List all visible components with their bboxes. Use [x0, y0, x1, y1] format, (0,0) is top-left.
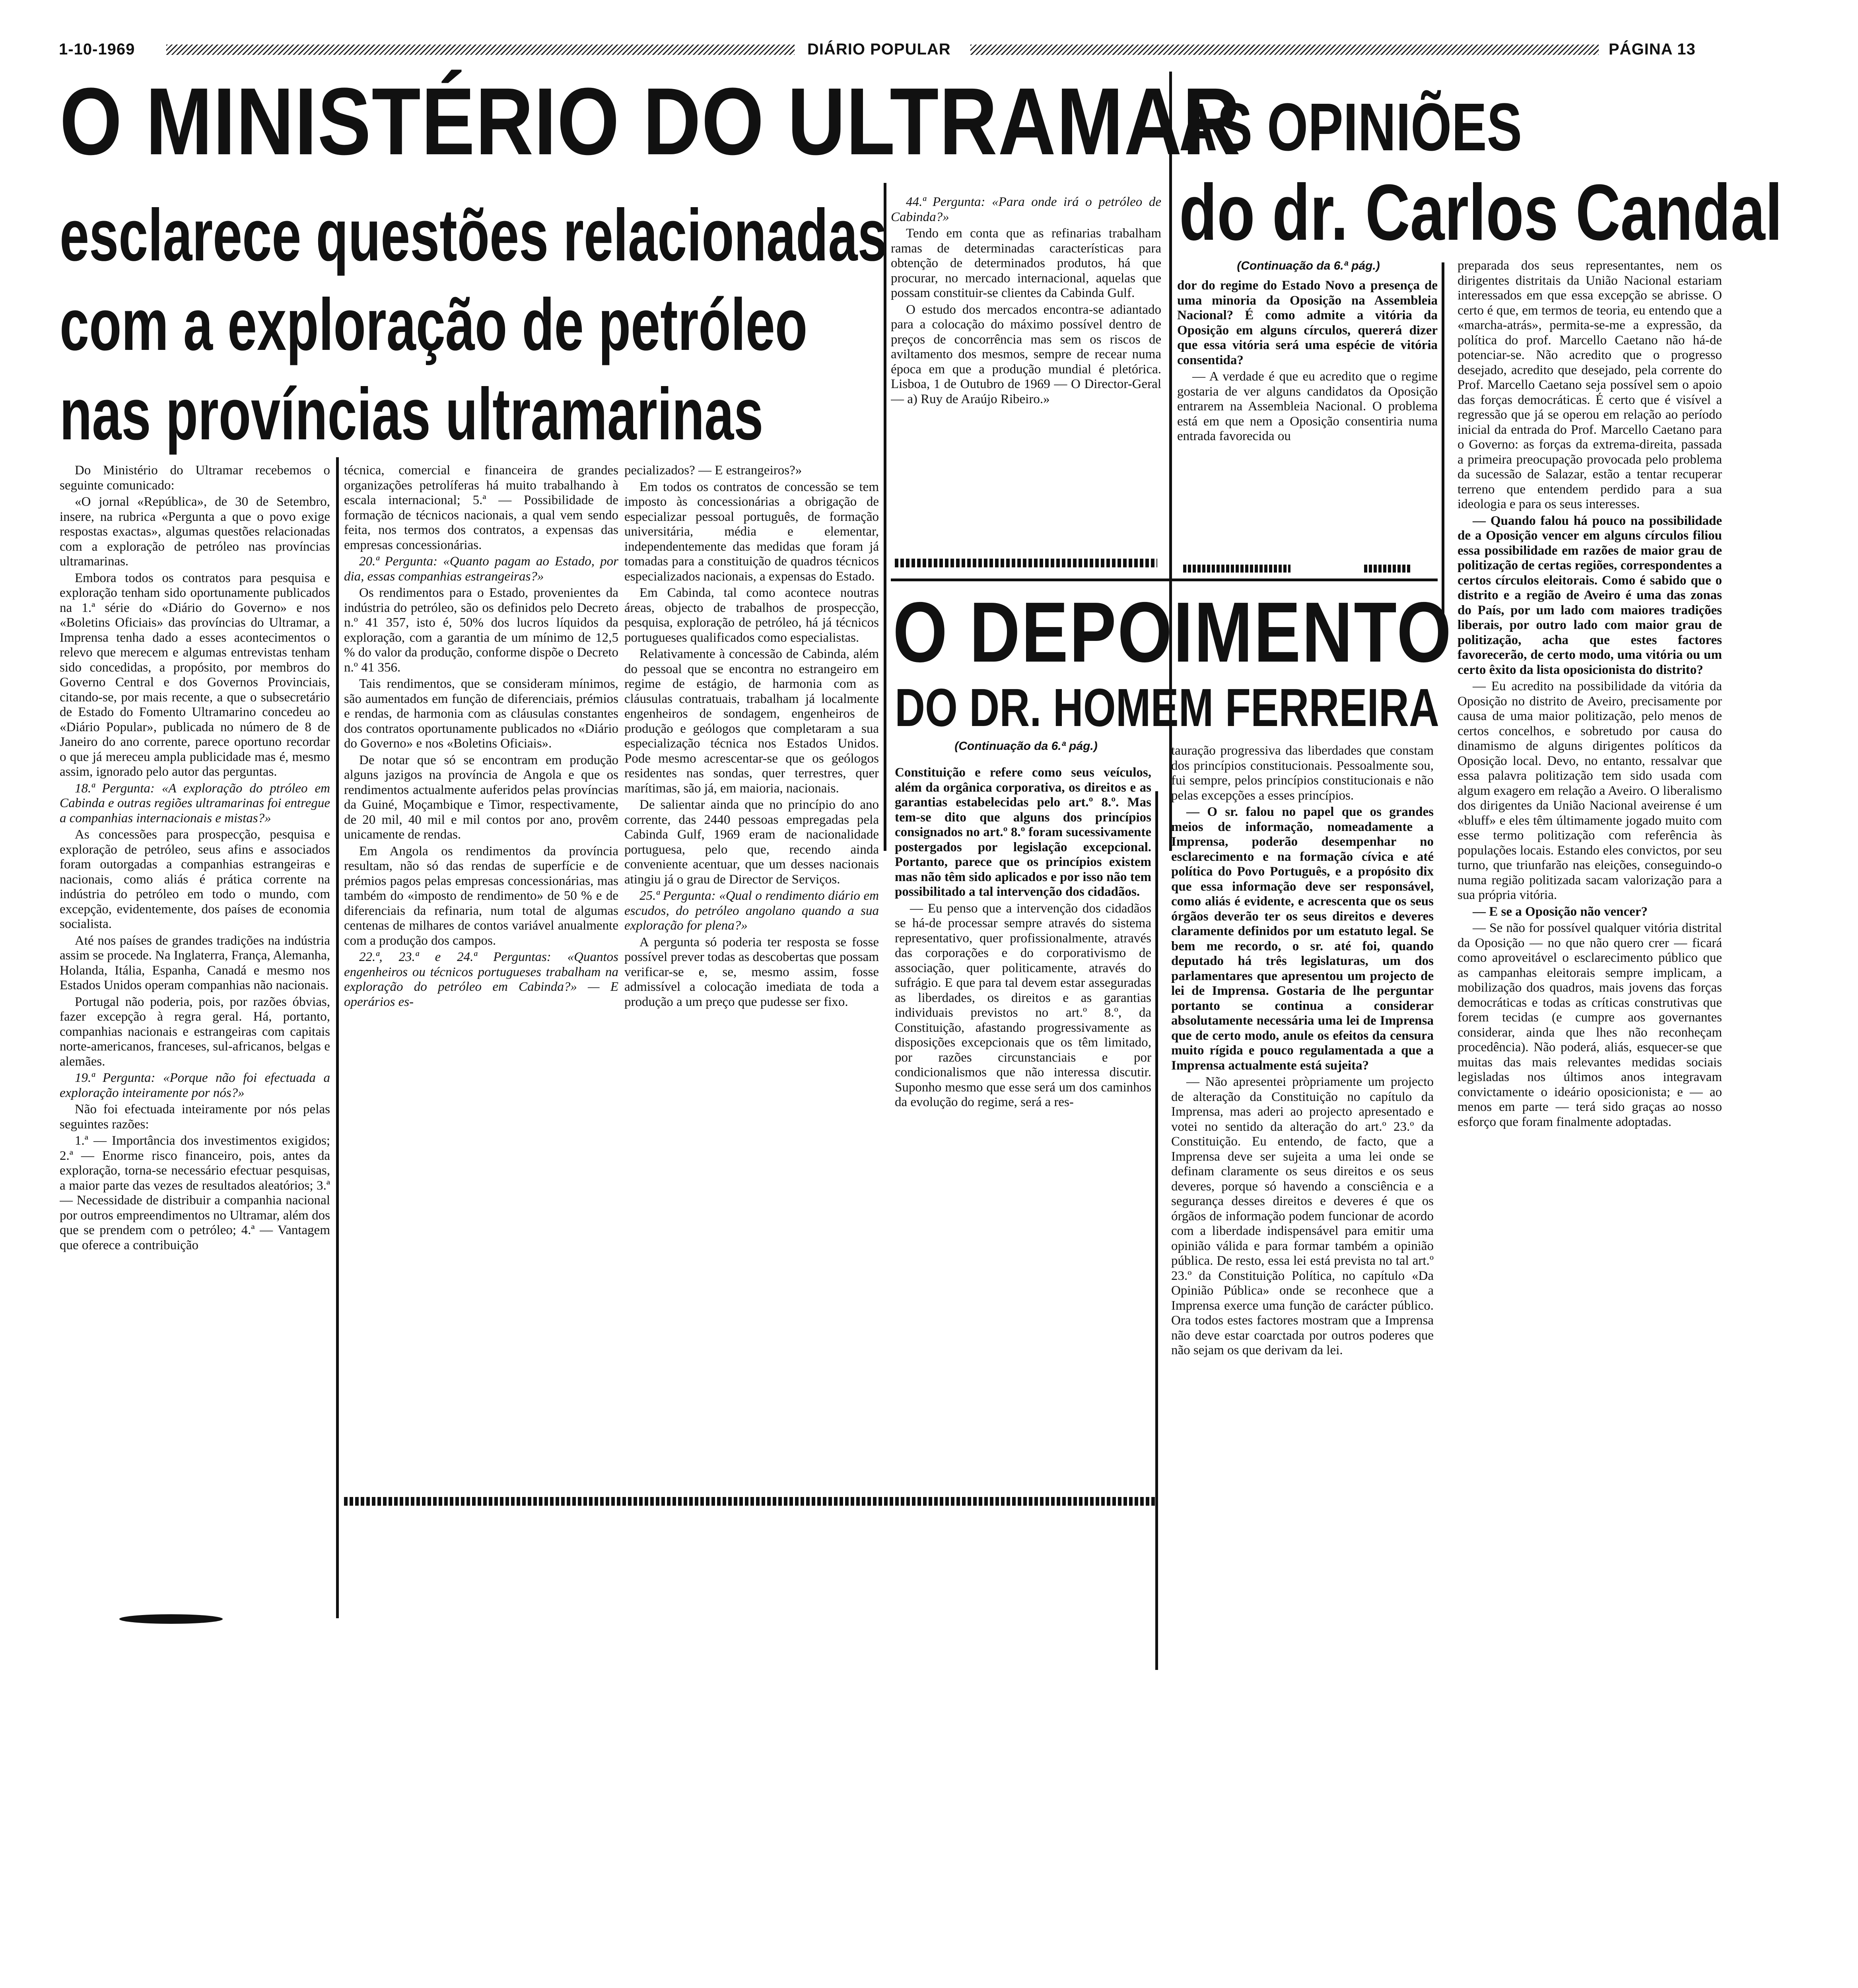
paragraph: — A verdade é que eu acredito que o regime gostaria de ver alguns candidatos da Oposição entrarem na Assembleia Nacional. O problema está em que nem a Oposição consentiria numa entrada favorecida ou [1177, 369, 1438, 443]
paragraph: Embora todos os contratos para pesquisa e exploração tenham sido oportunamente publicados na 1.ª série do «Diário do Governo» e nos «Boletins Oficiais» das províncias do Ultramar, a Imprensa tenha dado a esses acontecimentos o relevo que merecem e algumas entrevistas tenham sido concedidas, a propósito, por membros do Governo Central e dos Governos Provinciais, citando-se, por mais recente, a que o subsecretário de Estado do Fomento Ultramarino concedeu ao «Diário Popular», publicada no número de 8 de Janeiro do ano corrente, parece oportuno recordar o que já mereceu ampla publicidade mas é, mesmo assim, ignorado pelo autor das perguntas. [60, 571, 330, 779]
paragraph: Relativamente à concessão de Cabinda, além do pessoal que se encontra no estrangeiro em regime de estágio, de harmonia com as cláusulas contratuais, trabalham já localmente engenheiros de sondagem, engenheiros de produção e geólogos que completaram a sua especialização técnica nos Estados Unidos. Pode mesmo acrescentar-se que os geólogos residentes nas sondas, quer terrestres, quer marítimas, são já, em maioria, nacionais. [624, 647, 879, 796]
page-number: PÁGINA 13 [1609, 41, 1696, 58]
article-1-headline: O MINISTÉRIO DO ULTRAMAR [60, 68, 1241, 175]
paragraph: Em Angola os rendimentos da província resultam, não só das rendas de superfície e de prémios pagos pelas empresas concessionárias, mas também do «imposto de rendimento» de 50 % e de diferenciais da refinaria, num total de algumas centenas de milhares de contos variável anualmente com a produção dos campos. [344, 844, 618, 948]
paragraph: Constituição e refere como seus veículos, além da orgânica corporativa, os direitos e as garantias estabelecidas pelo art.º 8.º. Mas tem-se dito que alguns dos princípios consignados no art.º 8.º foram sucessivamente postergados por legislação excepcional. Portanto, parece que os princípios existem mas não têm sido aplicados e por isso não tem possibilitado a tal intervenção dos cidadãos. [895, 765, 1151, 899]
section-rule [891, 579, 1438, 581]
paragraph: — Se não for possível qualquer vitória distrital da Oposição — no que não quero crer — ficará como aproveitável o esclarecimento público que as campanhas eleitorais sempre implicam, a mobilização dos quadros, mais jovens das forças democráticas e todas as críticas construtivas que forem tecidas (e cumpre aos governantes considerar, ainda que lhes não reconheçam procedência). Não poderá, aliás, esquecer-se que muitas das mais relevantes medidas sociais legisladas nos últimos anos integravam convictamente o ideário oposicionista; e — ao menos em parte — terá sido graças ao nosso esforço que foram finalmente adoptadas. [1458, 921, 1722, 1129]
paragraph: técnica, comercial e financeira de grandes organizações petrolíferas há muito trabalhando à escala internacional; 5.ª — Possibilidade de formação de técnicos nacionais, a qual vem sendo feita, nos termos dos contratos, a expensas das empresas concessionárias. [344, 463, 618, 552]
article-3-continuation: (Continuação da 6.ª pág.) [954, 740, 1098, 753]
paragraph: «O jornal «República», de 30 de Setembro, insere, na rubrica «Pergunta a que o povo exige respostas exactas», algumas questões relacionadas com a exploração de petróleo nas províncias ultramarinas. [60, 495, 330, 569]
paragraph: 22.ª, 23.ª e 24.ª Perguntas: «Quantos engenheiros ou técnicos portugueses trabalham na exploração do petróleo em Cabinda?» — E operários es- [344, 950, 618, 1009]
article-end-mark [1364, 565, 1412, 573]
article-3-column-2 [1171, 744, 1434, 1698]
paragraph: Tendo em conta que as refinarias trabalham ramas de determinadas características para obtenção de determinados produtos, há que procurar, no mercado internacional, aquelas que possam constituir-se clientes da Cabinda Gulf. [891, 226, 1161, 300]
paragraph: A pergunta só poderia ter resposta se fosse possível prever todas as descobertas que possam verificar-se e, se, mesmo assim, fosse admissível a colocação imediata de toda a produção a um preço que pudesse ser fixo. [624, 935, 879, 1009]
paragraph: — O sr. falou no papel que os grandes meios de informação, nomeadamente a Imprensa, poderão desempenhar no esclarecimento e na formação cívica e até política do Povo Português, e a propósito dix que essa informação deve ser responsável, como aliás é evidente, e acrescenta que os seus órgãos deverão ter os seus direitos e deveres claramente definidos por um estatuto legal. Se bem me recordo, o sr. até foi, quando deputado há três legislaturas, um dos parlamentares que apresentou um projecto de lei de Imprensa. Gostaria de lhe perguntar portanto se continua a considerar absolutamente necessária uma lei de Imprensa que de certo modo, anule os efeitos da censura muito rígida e pouco regulamentada a que a Imprensa actualmente está sujeita? [1171, 805, 1434, 1073]
paragraph: 25.ª Pergunta: «Qual o rendimento diário em escudos, do petróleo angolano quando a sua exploração for plena?» [624, 889, 879, 933]
article-2-headline: AS OPINIÕES [1179, 89, 1522, 165]
article-3-headline: O DEPOIMENTO [893, 584, 1453, 680]
paragraph: Os rendimentos para o Estado, provenientes da indústria do petróleo, são os definidos pelo Decreto n.º 41 357, isto é, 50% dos lucros líquidos da exploração, com a garantia de um mínimo de 12,5 % do valor da produção, conforme dispõe o Decreto n.º 41 356. [344, 586, 618, 675]
paragraph: — Quando falou há pouco na possibilidade de a Oposição vencer em alguns círculos filiou essa possibilidade em razões de maior grau de politização de certas regiões, correspondentes a certos círculos eleitorais. Como é sabido que o distrito e a região de Aveiro é uma das zonas do País, por um lado com maiores tradições liberais, por outro lado com maior grau de politização, acha que estes factores favorecerão, de certo modo, uma vitória ou um certo êxito da lista oposicionista do distrito? [1458, 513, 1722, 677]
article-1-column-4 [891, 195, 1161, 553]
paragraph: pecializados? — E estrangeiros?» [624, 463, 802, 478]
paragraph: Em Cabinda, tal como acontece noutras áreas, objecto de trabalhos de prospecção, pesquisa, exploração de petróleo, há já técnicos portugueses qualificados como especialistas. [624, 586, 879, 645]
paragraph: preparada dos seus representantes, nem os dirigentes distritais da União Nacional estariam interessados em que essa excepção se abrisse. O certo é que, em termos de teoria, eu entendo que a «marcha-atrás», permita-se-me a expressão, da política do prof. Marcello Caetano não há-de potenciar-se. Não acredito que o progresso desejado, acredito que desejado, pela corrente do Prof. Marcello Caetano seja possível sem o apoio das forças democráticas. É certo que é visível a regressão que já se operou em relação ao período inicial da entrada do Prof. Marcello Caetano para o Governo: as forças da extrema-direita, passada a primeira preocupação provocada pelo problema da sucessão de Salazar, estão a tentar recuperar terreno que entendem perdido para a sua ideologia e para os seus interesses. [1458, 258, 1722, 511]
column-rule [884, 183, 886, 851]
ink-smudge [119, 1614, 223, 1624]
paragraph: Portugal não poderia, pois, por razões óbvias, fazer excepção à regra geral. Há, portanto, companhias nacionais e estrangeiras com capitais norte-americanos, franceses, sul-africanos, belgas e alemães. [60, 994, 330, 1069]
paragraph: 20.ª Pergunta: «Quanto pagam ao Estado, por dia, essas companhias estrangeiras?» [344, 554, 618, 584]
article-2-subheadline: do dr. Carlos Candal [1179, 168, 1782, 257]
paragraph: Não foi efectuada inteiramente por nós pelas seguintes razões: [60, 1102, 330, 1132]
article-1-subheadline: nas províncias ultramarinas [60, 373, 764, 455]
paragraph: Tais rendimentos, que se consideram mínimos, são aumentados em função de diferenciais, prémios e rendas, de harmonia com as cláusulas constantes dos contratos oportunamente publicados no «Diário do Governo» e nos «Boletins Oficiais». [344, 677, 618, 751]
article-2-continuation: (Continuação da 6.ª pág.) [1237, 259, 1380, 272]
column-rule [1442, 262, 1444, 632]
paragraph: Do Ministério do Ultramar recebemos o seguinte comunicado: [60, 463, 330, 493]
article-end-mark [895, 559, 1157, 567]
column-rule [336, 457, 339, 1618]
paragraph: 18.ª Pergunta: «A exploração do ptróleo em Cabinda e outras regiões ultramarinas foi entregue a companhias internacionais e mistas?» [60, 781, 330, 825]
paragraph: — Não apresentei pròpriamente um projecto de alteração da Constituição no capítulo da Imprensa, mas aderi ao projecto apresentado e votei no sentido da alteração do art.º 23.º da Constituição. Eu entendo, de facto, que a Imprensa deve ser sujeita a uma lei onde se definam claramente os seus direitos e os seus deveres, porque só havendo a consciência e a segurança desses direitos e deveres é que os órgãos de informação podem funcionar de acordo com a liberdade indispensável para emitir uma opinião válida e para formar também a opinião pública. De resto, essa lei está prevista no tal art.º 23.º da Constituição Política, no capítulo «Da Opinião Pública» onde se reconhece que a Imprensa exerce uma função de carácter público. Ora todos estes factores mostram que a Imprensa não deve estar coarctada por outros poderes que não sejam os que derivam da lei. [1171, 1075, 1434, 1357]
paragraph: Em todos os contratos de concessão se tem imposto às concessionárias a obrigação de especializar pessoal português, de formação universitária, média e elementar, independentemente das medidas que foram já tomadas para a constituição de quadros técnicos especializados nacionais, a expensas do Estado. [624, 480, 879, 584]
newspaper-name: DIÁRIO POPULAR [807, 41, 951, 58]
article-1-column-3 [624, 463, 879, 1489]
paragraph: 44.ª Pergunta: «Para onde irá o petróleo de Cabinda?» [891, 195, 1161, 224]
paragraph: De salientar ainda que no princípio do ano corrente, das 2440 pessoas empregadas pela Cabinda Gulf, 1969 eram de nacionalidade portuguesa, pelo que, recendo ainda conveniente acentuar, que um desses nacionais atingiu já o grau de Director de Serviços. [624, 798, 879, 887]
paragraph: tauração progressiva das liberdades que constam dos princípios constitucionais. Pessoalmente sou, fui sempre, pelos princípios constitucionais e não pelas excepções a esses princípios. [1171, 744, 1434, 803]
issue-date: 1-10-1969 [59, 41, 135, 58]
paragraph: O estudo dos mercados encontra-se adiantado para a colocação do máximo possível dentro de preços de concorrência mas sem os riscos de aviltamento dos mesmos, sempre de recear numa época em que a produção mundial é pletórica. Lisboa, 1 de Outubro de 1969 — O Director-Geral — a) Ruy de Araújo Ribeiro.» [891, 302, 1161, 406]
article-end-mark [1183, 565, 1290, 573]
paragraph: — E se a Oposição não vencer? [1473, 904, 1648, 919]
header-rule-left [166, 45, 795, 55]
article-3-subheadline: DO DR. HOMEM FERREIRA [895, 678, 1439, 738]
paragraph: De notar que só se encontram em produção alguns jazigos na província de Angola e que os rendimentos actualmente auferidos pelas províncias da Guiné, Moçambique e Timor, respectivamente, de 20 mil, 40 mil e mil contos por ano, provêm unicamente de rendas. [344, 753, 618, 842]
paragraph: Até nos países de grandes tradições na indústria assim se procede. Na Inglaterra, França, Alemanha, Holanda, Itália, Espanha, Canadá e mesmo nos Estados Unidos operam companhias não nacionais. [60, 933, 330, 992]
header-rule-right [970, 45, 1599, 55]
article-2-column-2 [1458, 258, 1722, 1527]
article-2-column-1 [1177, 278, 1438, 565]
paragraph: — Eu acredito na possibilidade da vitória da Oposição no distrito de Aveiro, precisamente por causa de uma maior politização, pelo menos de certos concelhos, e sobretudo por causa do dinamismo de alguns dirigentes políticos da Oposição local. Devo, no entanto, ressalvar que essa palavra politização tem sido usada com algum exagero em relação a Aveiro. O liberalismo dos dirigentes da União Nacional aveirense é um «bluff» e eles têm últimamente jogado muito com esse termo politização com referência às populações locais. Estando eles convictos, por seu turno, que triunfarão nas eleições, conseguindo-o numa região politizada sacam valorização para a sua própria vitória. [1458, 679, 1722, 902]
paragraph: dor do regime do Estado Novo a presença de uma minoria da Oposição na Assembleia Nacional? É como admite a vitória da Oposição em alguns círculos, quererá dizer que essa vitória será uma espécie de vitória consentida? [1177, 278, 1438, 367]
article-1-subheadline: esclarece questões relacionadas [60, 194, 887, 276]
article-1-column-2 [344, 463, 618, 1497]
column-rule [1155, 791, 1158, 1670]
paragraph: As concessões para prospecção, pesquisa e exploração de petróleo, seus afins e associados foram outorgadas a companhias estrangeiras e nacionais, como aliás é prática corrente na indústria do petróleo em todo o mundo, com excepção, evidentemente, dos países de economia socialista. [60, 827, 330, 931]
paragraph: — Eu penso que a intervenção dos cidadãos se há-de processar sempre através do sistema representativo, quer profissionalmente, através das corporações e do corporativismo de associação, quer politicamente, através do sufrágio. E que para tal devem estar asseguradas as liberdades, os direitos e as garantias individuais previstos no art.º 8.º, da Constituição, afastando progressivamente as disposições excepcionais que os têm limitado, por razões circunstanciais e por condicionalismos que não interessa discutir. Suponho mesmo que esse será um dos caminhos da evolução do regime, será a res- [895, 901, 1151, 1109]
article-3-column-1 [895, 765, 1151, 1680]
paragraph: 19.ª Pergunta: «Porque não foi efectuada a exploração inteiramente por nós?» [60, 1071, 330, 1100]
article-1-column-1 [60, 463, 330, 1616]
article-1-subheadline: com a exploração de petróleo [60, 284, 808, 366]
paragraph: 1.ª — Importância dos investimentos exigidos; 2.ª — Enorme risco financeiro, pois, antes da exploração, torna-se necessário efectuar pesquisas, a maior parte das vezes de resultados aleatórios; 3.ª — Necessidade de distribuir a companhia nacional por outros empreendimentos no Ultramar, além dos que se prendem com o petróleo; 4.ª — Vantagem que oferece a contribuição [60, 1134, 330, 1252]
